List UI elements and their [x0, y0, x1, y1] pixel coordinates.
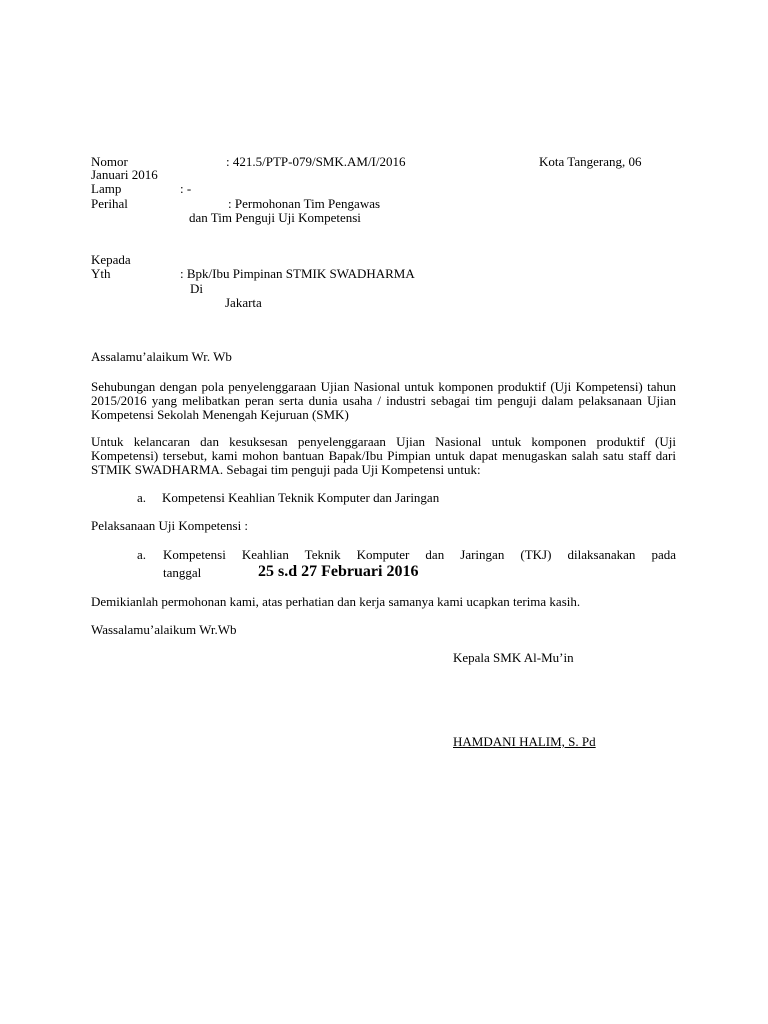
kepada-label: Kepada: [91, 252, 131, 267]
lamp-value: : -: [180, 181, 192, 196]
farewell: Wassalamu’alaikum Wr.Wb: [91, 622, 237, 637]
list2-tanggal: tanggal: [163, 565, 202, 580]
yth-label: Yth: [91, 266, 111, 281]
pelaksanaan-heading: Pelaksanaan Uji Kompetensi :: [91, 518, 249, 533]
place-date-continued: Januari 2016: [91, 167, 158, 182]
signatory-name: HAMDANI HALIM, S. Pd: [453, 734, 596, 749]
nomor-label: Nomor: [91, 154, 128, 169]
greeting: Assalamu’alaikum Wr. Wb: [91, 349, 232, 364]
recipient-city: Jakarta: [225, 295, 262, 310]
paragraph-intro: Sehubungan dengan pola penyelenggaraan Ujian Nasional untuk komponen produktif (Uji Kompetensi) tahun 2015/2016 yang melibatkan peran serta dunia usaha / industri sebagai tim penguji dalam pelaksanaan Ujian Kompetensi Sekolah Menengah Kejuruan (SMK): [91, 379, 676, 422]
di-label: Di: [190, 281, 203, 296]
paragraph-request: Untuk kelancaran dan kesuksesan penyelenggaraan Ujian Nasional untuk komponen produktif (Uji Kompetensi) tersebut, kami mohon bantuan Bapak/Ibu Pimpian untuk dapat menugaskan salah satu staff dari STMIK SWADHARMA. Sebagai tim penguji pada Uji Kompetensi untuk:: [91, 434, 676, 477]
lamp-label: Lamp: [91, 181, 122, 196]
nomor-value: : 421.5/PTP-079/SMK.AM/I/2016: [226, 154, 406, 169]
exam-date: 25 s.d 27 Februari 2016: [258, 563, 419, 580]
list1-marker: a.: [137, 490, 147, 505]
list2-marker: a.: [137, 547, 147, 562]
perihal-label: Perihal: [91, 196, 128, 211]
perihal-value-continued: dan Tim Penguji Uji Kompetensi: [189, 210, 361, 225]
place-date: Kota Tangerang, 06: [539, 154, 642, 169]
list1-item: Kompetensi Keahlian Teknik Komputer dan Jaringan: [162, 490, 440, 505]
list2-item: Kompetensi Keahlian Teknik Komputer dan Jaringan (TKJ) dilaksanakan pada: [163, 547, 676, 562]
recipient: : Bpk/Ibu Pimpinan STMIK SWADHARMA: [180, 266, 415, 281]
perihal-value: : Permohonan Tim Pengawas: [228, 196, 381, 211]
closing-sentence: Demikianlah permohonan kami, atas perhatian dan kerja samanya kami ucapkan terima kasih.: [91, 594, 581, 609]
signatory-title: Kepala SMK Al-Mu’in: [453, 650, 574, 665]
